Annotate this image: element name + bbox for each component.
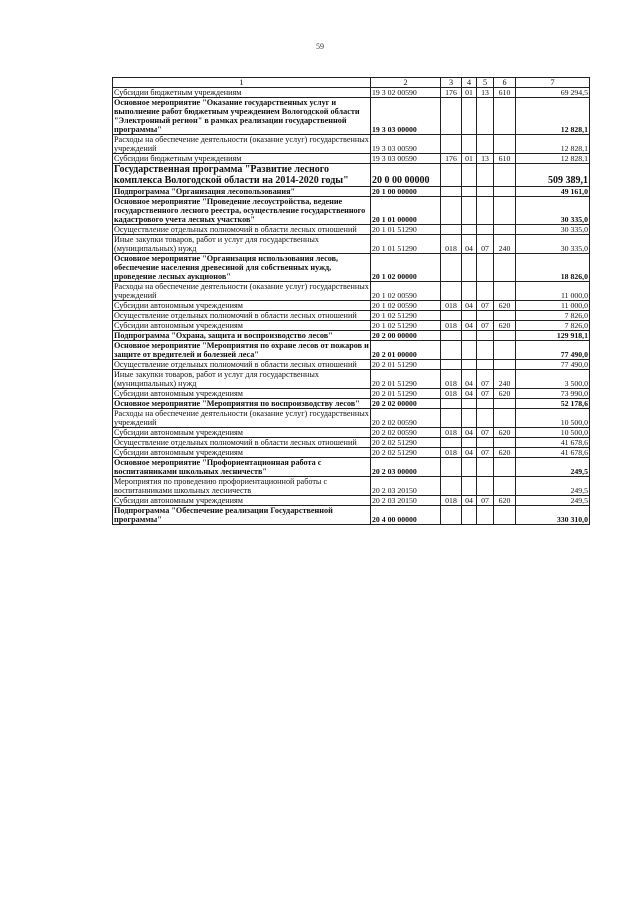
section-code (462, 331, 477, 341)
budget-code: 20 2 02 00590 (371, 428, 441, 438)
amount: 12 828,1 (516, 154, 590, 164)
expense-type-code (494, 187, 516, 197)
section-code (462, 254, 477, 282)
row-name: Основное мероприятие "Мероприятия по охране лесов от пожаров и защите от вредителей и болезней леса" (114, 341, 369, 359)
amount: 30 335,0 (516, 197, 590, 225)
section-code: 04 (462, 496, 477, 506)
header-cell: 1 (113, 78, 371, 88)
admin-code (441, 360, 462, 370)
amount: 69 294,5 (516, 88, 590, 98)
budget-code: 20 2 01 00000 (371, 341, 441, 360)
admin-code (441, 135, 462, 154)
section-code (462, 187, 477, 197)
subsection-code (477, 254, 494, 282)
admin-code: 018 (441, 321, 462, 331)
subsection-code: 07 (477, 301, 494, 311)
header-cell: 7 (516, 78, 590, 88)
amount: 18 826,0 (516, 254, 590, 282)
amount: 249,5 (516, 477, 590, 496)
row-name: Мероприятия по проведению профориентационной работы с воспитанниками школьных лесничеств (113, 477, 371, 496)
expense-type-code: 620 (494, 321, 516, 331)
header-cell: 2 (371, 78, 441, 88)
amount: 3 500,0 (516, 370, 590, 389)
admin-code (441, 225, 462, 235)
table-row (113, 477, 590, 496)
section-code (462, 164, 477, 187)
table-row (113, 135, 590, 154)
budget-code: 20 2 00 00000 (371, 331, 441, 341)
budget-code: 20 1 02 00590 (371, 282, 441, 301)
admin-code (441, 282, 462, 301)
budget-code: 20 2 03 20150 (371, 496, 441, 506)
table-row (113, 458, 590, 477)
section-code: 04 (462, 370, 477, 389)
table-row (113, 360, 590, 370)
subsection-code (477, 311, 494, 321)
subsection-code (477, 225, 494, 235)
subsection-code: 07 (477, 235, 494, 254)
table-row (113, 187, 590, 197)
subsection-code (477, 438, 494, 448)
amount: 249,5 (516, 458, 590, 477)
expense-type-code (494, 254, 516, 282)
admin-code: 018 (441, 448, 462, 458)
budget-code: 20 2 01 51290 (371, 370, 441, 389)
budget-code: 20 1 02 51290 (371, 311, 441, 321)
expense-type-code (494, 282, 516, 301)
row-name: Основное мероприятие "Профориентационная работа с воспитанниками школьных лесничеств" (113, 458, 371, 477)
expense-type-code (494, 135, 516, 154)
table-row (113, 301, 590, 311)
subsection-code (477, 135, 494, 154)
amount: 7 826,0 (516, 311, 590, 321)
subsection-code (477, 187, 494, 197)
budget-code: 20 2 02 51290 (371, 448, 441, 458)
table-row (113, 164, 590, 187)
budget-code: 19 3 02 00590 (371, 88, 441, 98)
amount: 10 500,0 (516, 409, 590, 428)
expense-type-code (494, 341, 516, 360)
row-name: Субсидии бюджетным учреждениям (113, 88, 371, 98)
budget-code: 20 4 00 00000 (371, 506, 441, 525)
section-code: 01 (462, 88, 477, 98)
table-row (113, 506, 590, 525)
budget-code: 20 1 01 51290 (371, 225, 441, 235)
expense-type-code (494, 458, 516, 477)
table-row (113, 409, 590, 428)
budget-code: 19 3 03 00590 (371, 135, 441, 154)
section-code (462, 341, 477, 360)
admin-code (441, 331, 462, 341)
budget-code: 20 2 01 51290 (371, 360, 441, 370)
amount: 12 828,1 (516, 98, 590, 135)
subsection-code (477, 282, 494, 301)
section-code (462, 506, 477, 525)
row-name: Подпрограмма "Охрана, защита и воспроизводство лесов" (113, 331, 371, 341)
table-row (113, 197, 590, 225)
row-name: Подпрограмма "Обеспечение реализации Государственной программы" (113, 506, 371, 525)
admin-code (441, 506, 462, 525)
row-name: Расходы на обеспечение деятельности (оказание услуг) государственных учреждений (114, 282, 369, 300)
budget-table (112, 77, 590, 525)
row-name: Основное мероприятие "Организация использования лесов, обеспечение населения древесиной для собственных нужд, проведение лесных аукционов" (113, 254, 371, 282)
admin-code: 018 (441, 496, 462, 506)
admin-code (441, 254, 462, 282)
admin-code: 018 (441, 428, 462, 438)
amount: 77 490,0 (516, 360, 590, 370)
subsection-code: 07 (477, 496, 494, 506)
expense-type-code (494, 409, 516, 428)
row-name: Иные закупки товаров, работ и услуг для государственных (муниципальных) нужд (113, 370, 371, 389)
section-code (462, 135, 477, 154)
amount: 41 678,6 (516, 448, 590, 458)
row-name: Субсидии автономным учреждениям (113, 301, 371, 311)
admin-code: 018 (441, 389, 462, 399)
section-code: 01 (462, 154, 477, 164)
row-name: Иные закупки товаров, работ и услуг для государственных (муниципальных) нужд (113, 235, 371, 254)
row-name: Подпрограмма "Организация лесопользования" (113, 187, 371, 197)
table-row (113, 98, 590, 135)
subsection-code: 07 (477, 370, 494, 389)
budget-code: 20 2 02 51290 (371, 438, 441, 448)
admin-code (441, 477, 462, 496)
amount: 11 000,0 (516, 282, 590, 301)
header-cell: 5 (477, 78, 494, 88)
row-name: Субсидии бюджетным учреждениям (113, 154, 371, 164)
header-cell: 6 (494, 78, 516, 88)
amount: 10 500,0 (516, 428, 590, 438)
row-name: Государственная программа "Развитие лесного комплекса Вологодской области на 2014-2020 годы" (113, 164, 371, 187)
row-name: Расходы на обеспечение деятельности (оказание услуг) государственных учреждений (114, 135, 369, 153)
expense-type-code: 620 (494, 301, 516, 311)
section-code (462, 360, 477, 370)
admin-code (441, 98, 462, 135)
section-code (462, 409, 477, 428)
section-code (462, 197, 477, 225)
expense-type-code (494, 506, 516, 525)
admin-code: 176 (441, 88, 462, 98)
budget-code: 20 1 02 00000 (371, 254, 441, 282)
expense-type-code (494, 438, 516, 448)
section-code: 04 (462, 428, 477, 438)
budget-code: 20 1 02 51290 (371, 321, 441, 331)
subsection-code: 07 (477, 428, 494, 438)
expense-type-code: 610 (494, 88, 516, 98)
subsection-code (477, 506, 494, 525)
row-name: Субсидии автономным учреждениям (113, 496, 371, 506)
admin-code (441, 409, 462, 428)
admin-code (441, 458, 462, 477)
admin-code (441, 438, 462, 448)
subsection-code: 13 (477, 154, 494, 164)
expense-type-code (494, 164, 516, 187)
expense-type-code: 620 (494, 389, 516, 399)
subsection-code (477, 341, 494, 360)
budget-code: 20 2 03 20150 (371, 477, 441, 496)
table-row (113, 438, 590, 448)
budget-code: 20 2 02 00590 (371, 409, 441, 428)
admin-code: 176 (441, 154, 462, 164)
section-code: 04 (462, 235, 477, 254)
expense-type-code: 620 (494, 448, 516, 458)
budget-code: 20 1 01 51290 (371, 235, 441, 254)
subsection-code: 07 (477, 448, 494, 458)
section-code: 04 (462, 321, 477, 331)
section-code (462, 458, 477, 477)
table-row (113, 254, 590, 282)
admin-code (441, 311, 462, 321)
table-row (113, 321, 590, 331)
budget-code: 20 1 00 00000 (371, 187, 441, 197)
row-name: Осуществление отдельных полномочий в области лесных отношений (113, 438, 371, 448)
expense-type-code: 620 (494, 428, 516, 438)
table-row (113, 282, 590, 301)
amount: 41 678,6 (516, 438, 590, 448)
admin-code (441, 197, 462, 225)
table-row (113, 496, 590, 506)
amount: 330 310,0 (516, 506, 590, 525)
expense-type-code (494, 331, 516, 341)
subsection-code (477, 331, 494, 341)
row-name: Расходы на обеспечение деятельности (оказание услуг) государственных учреждений (114, 409, 369, 427)
table-row (113, 370, 590, 389)
section-code (462, 477, 477, 496)
admin-code: 018 (441, 235, 462, 254)
row-name: Субсидии автономным учреждениям (113, 321, 371, 331)
section-code: 04 (462, 301, 477, 311)
table-row (113, 399, 590, 409)
subsection-code (477, 399, 494, 409)
expense-type-code (494, 197, 516, 225)
subsection-code (477, 360, 494, 370)
row-name: Субсидии автономным учреждениям (113, 389, 371, 399)
admin-code (441, 187, 462, 197)
row-name: Основное мероприятие "Проведение лесоустройства, ведение государственного лесного реестра, осуществление государственного кадастрового учета лесных участков" (113, 197, 371, 225)
subsection-code (477, 477, 494, 496)
expense-type-code (494, 225, 516, 235)
budget-code: 20 2 01 51290 (371, 389, 441, 399)
budget-code: 20 2 03 00000 (371, 458, 441, 477)
section-code: 04 (462, 389, 477, 399)
amount: 77 490,0 (516, 341, 590, 360)
table-row (113, 448, 590, 458)
amount: 52 178,6 (516, 399, 590, 409)
amount: 49 161,0 (516, 187, 590, 197)
budget-code: 19 3 03 00000 (371, 98, 441, 135)
admin-code (441, 164, 462, 187)
page-number: 59 (316, 42, 324, 51)
budget-code: 20 2 02 00000 (371, 399, 441, 409)
expense-type-code: 240 (494, 235, 516, 254)
budget-code: 20 0 00 00000 (371, 164, 441, 187)
admin-code (441, 341, 462, 360)
expense-type-code: 240 (494, 370, 516, 389)
amount: 509 389,1 (516, 164, 590, 187)
table-row (113, 389, 590, 399)
budget-code: 20 1 01 00000 (371, 197, 441, 225)
row-name: Осуществление отдельных полномочий в области лесных отношений (113, 360, 371, 370)
section-code (462, 311, 477, 321)
row-name: Осуществление отдельных полномочий в области лесных отношений (113, 311, 371, 321)
amount: 12 828,1 (516, 135, 590, 154)
amount: 73 990,0 (516, 389, 590, 399)
table-row (113, 341, 590, 360)
table-row (113, 235, 590, 254)
budget-code: 19 3 03 00590 (371, 154, 441, 164)
subsection-code (477, 458, 494, 477)
expense-type-code (494, 360, 516, 370)
subsection-code: 13 (477, 88, 494, 98)
section-code (462, 438, 477, 448)
expense-type-code: 610 (494, 154, 516, 164)
amount: 249,5 (516, 496, 590, 506)
row-name: Субсидии автономным учреждениям (113, 428, 371, 438)
section-code (462, 399, 477, 409)
row-name: Субсидии автономным учреждениям (113, 448, 371, 458)
budget-code: 20 1 02 00590 (371, 301, 441, 311)
table-row (113, 225, 590, 235)
expense-type-code (494, 311, 516, 321)
amount: 129 918,1 (516, 331, 590, 341)
expense-type-code (494, 477, 516, 496)
header-cell: 3 (441, 78, 462, 88)
table-row (113, 154, 590, 164)
table-row (113, 331, 590, 341)
expense-type-code (494, 399, 516, 409)
row-name: Осуществление отдельных полномочий в области лесных отношений (113, 225, 371, 235)
amount: 7 826,0 (516, 321, 590, 331)
subsection-code (477, 98, 494, 135)
section-code (462, 282, 477, 301)
expense-type-code: 620 (494, 496, 516, 506)
admin-code: 018 (441, 370, 462, 389)
admin-code (441, 399, 462, 409)
amount: 30 335,0 (516, 235, 590, 254)
subsection-code: 07 (477, 321, 494, 331)
table-row (113, 88, 590, 98)
subsection-code (477, 164, 494, 187)
header-row (113, 78, 590, 88)
section-code (462, 98, 477, 135)
header-cell: 4 (462, 78, 477, 88)
table-row (113, 311, 590, 321)
amount: 30 335,0 (516, 225, 590, 235)
row-name: Основное мероприятие "Мероприятия по воспроизводству лесов" (113, 399, 371, 409)
subsection-code (477, 409, 494, 428)
amount: 11 000,0 (516, 301, 590, 311)
admin-code: 018 (441, 301, 462, 311)
row-name: Основное мероприятие "Оказание государственных услуг и выполнение работ бюджетным учреждением Вологодской области "Электронный регион" в рамках реализации государственной программы" (113, 98, 371, 135)
table-row (113, 428, 590, 438)
subsection-code (477, 197, 494, 225)
expense-type-code (494, 98, 516, 135)
section-code (462, 225, 477, 235)
section-code: 04 (462, 448, 477, 458)
subsection-code: 07 (477, 389, 494, 399)
